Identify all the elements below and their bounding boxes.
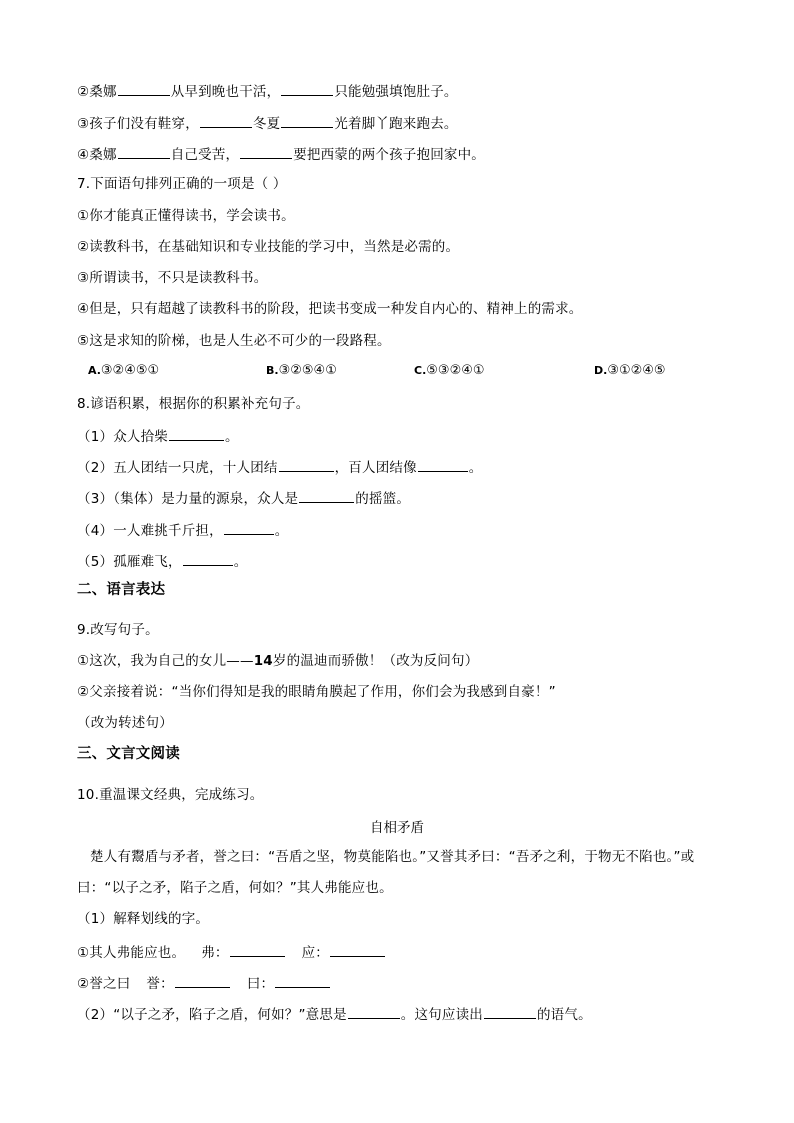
answer-blank[interactable]: [330, 941, 385, 957]
option-text: ③②④⑤①: [100, 363, 160, 378]
q7-option-a[interactable]: [88, 363, 159, 378]
answer-blank[interactable]: [348, 1003, 400, 1019]
answer-blank[interactable]: [230, 941, 285, 957]
q8-item-3-end: 的摇篮。: [355, 491, 411, 507]
q6-line-4: [77, 143, 485, 165]
q7-sentence-5: ⑤这是求知的阶梯，也是人生必不可少的一段路程。: [77, 333, 391, 349]
q10-sub-1b-c: 曰：: [246, 976, 275, 992]
q6-line-2-mid: 从早到晚也干活，: [170, 84, 281, 100]
q6-line-3-suffix: 光着脚丫跑来跑去。: [334, 116, 458, 132]
q6-line-3-mid: 冬夏: [252, 116, 281, 132]
q7-stem: 7.下面语句排列正确的一项是（ ）: [77, 176, 287, 192]
q7-sentence-4: ④但是，只有超越了读教科书的阶段，把读书变成一种发自内心的、精神上的需求。: [77, 301, 583, 317]
answer-blank[interactable]: [118, 143, 170, 159]
q9-stem: 9.改写句子。: [77, 622, 159, 638]
q6-line-4-mid: 自己受苦，: [170, 147, 240, 163]
q8-item-2-b: ，百人团结像: [334, 460, 417, 476]
q10-sub-1a: [77, 941, 386, 963]
section-heading-2: 二、语言表达: [77, 582, 166, 598]
q10-sub-1: （1）解释划线的字。: [77, 911, 210, 927]
q8-item-3: [77, 487, 410, 509]
q6-line-3-prefix: ③孩子们没有鞋穿，: [77, 116, 199, 132]
q8-item-4-a: （4）一人难挑千斤担，: [77, 523, 223, 539]
answer-blank[interactable]: [224, 519, 274, 535]
q10-sub-2-b: 。这句应读出: [400, 1007, 483, 1023]
q7-sentence-3: ③所谓读书，不只是读教科书。: [77, 270, 268, 286]
q8-item-4-end: 。: [274, 523, 289, 539]
answer-blank[interactable]: [175, 972, 230, 988]
answer-blank[interactable]: [281, 80, 333, 96]
answer-blank[interactable]: [484, 1003, 536, 1019]
q6-line-2-suffix: 只能勉强填饱肚子。: [334, 84, 458, 100]
answer-blank[interactable]: [200, 112, 252, 128]
q9-sentence-1-b: 岁的温迪而骄傲！（改为反问句）: [272, 653, 479, 669]
option-text: ⑤③②④①: [426, 363, 485, 378]
q9-sentence-2-note: （改为转述句）: [77, 715, 173, 731]
q10-stem: 10.重温课文经典，完成练习。: [77, 787, 264, 803]
q9-sentence-1: [77, 651, 478, 671]
q10-sub-2-c: 的语气。: [536, 1007, 592, 1023]
q8-item-1-text: （1）众人拾柴: [77, 429, 168, 445]
q10-sub-2-a: （2）“以子之矛，陷子之盾，何如？”意思是: [77, 1007, 347, 1023]
q10-sub-1a-a: ①其人弗能应也。: [77, 945, 186, 961]
q7-sentence-1: ①你才能真正懂得读书，学会读书。: [77, 208, 295, 224]
q8-item-2-a: （2）五人团结一只虎，十人团结: [77, 460, 278, 476]
q8-item-4: [77, 519, 289, 541]
q8-item-5-a: （5）孤雁难飞，: [77, 554, 182, 570]
q6-line-2-prefix: ②桑娜: [77, 84, 117, 100]
option-letter: C.: [414, 364, 427, 377]
q10-sub-1b: [77, 972, 331, 994]
q8-item-1: [77, 425, 239, 447]
q8-item-5: [77, 550, 247, 572]
q7-option-d[interactable]: [594, 363, 666, 378]
q10-sub-2: [77, 1003, 592, 1025]
answer-blank[interactable]: [240, 143, 292, 159]
q8-item-2-end: 。: [468, 460, 483, 476]
option-text: ③②⑤④①: [278, 363, 337, 378]
q10-sub-1b-b: 誉：: [146, 976, 174, 992]
q6-line-4-suffix: 要把西蒙的两个孩子抱回家中。: [293, 147, 486, 163]
q6-line-4-prefix: ④桑娜: [77, 147, 117, 163]
q8-item-2: [77, 456, 483, 478]
q9-sentence-2: ②父亲接着说：“当你们得知是我的眼睛角膜起了作用，你们会为我感到自豪！”: [77, 684, 556, 700]
q6-line-2: [77, 80, 458, 102]
q8-item-1-end: 。: [225, 429, 239, 445]
q8-item-3-a: （3）（集体）是力量的源泉，众人是: [77, 491, 299, 507]
q10-sub-1a-c: 应：: [301, 945, 330, 961]
passage-para-1: 楚人有鬻盾与矛者，誉之曰：“吾盾之坚，物莫能陷也。”又誉其矛曰：“吾矛之利，于物无不陷也。”或: [90, 849, 695, 865]
answer-blank[interactable]: [299, 487, 354, 503]
q10-sub-1a-b: 弗：: [201, 945, 229, 961]
q8-item-5-end: 。: [233, 554, 248, 570]
section-heading-3: 三、文言文阅读: [77, 746, 180, 762]
answer-blank[interactable]: [118, 80, 170, 96]
answer-blank[interactable]: [169, 425, 224, 441]
passage-para-2: 曰：“以子之矛，陷子之盾，何如？”其人弗能应也。: [77, 880, 393, 896]
q9-sentence-1-a: ①这次，我为自己的女儿——: [77, 653, 254, 669]
q7-option-c[interactable]: [414, 363, 485, 378]
q10-sub-1b-a: ②誉之曰: [77, 976, 131, 992]
option-letter: D.: [594, 364, 608, 377]
q8-stem: 8.谚语积累，根据你的积累补充句子。: [77, 396, 310, 412]
q7-sentence-2: ②读教科书，在基础知识和专业技能的学习中，当然是必需的。: [77, 239, 460, 255]
option-letter: A.: [88, 364, 101, 377]
answer-blank[interactable]: [183, 550, 233, 566]
answer-blank[interactable]: [418, 456, 468, 472]
passage-title: 自相矛盾: [370, 820, 424, 836]
answer-blank[interactable]: [281, 112, 333, 128]
q7-option-b[interactable]: [266, 363, 337, 378]
q6-line-3: [77, 112, 458, 134]
q9-sentence-1-num: 14: [253, 653, 273, 669]
option-text: ③①②④⑤: [607, 363, 666, 378]
option-letter: B.: [266, 364, 279, 377]
answer-blank[interactable]: [275, 972, 330, 988]
answer-blank[interactable]: [279, 456, 334, 472]
